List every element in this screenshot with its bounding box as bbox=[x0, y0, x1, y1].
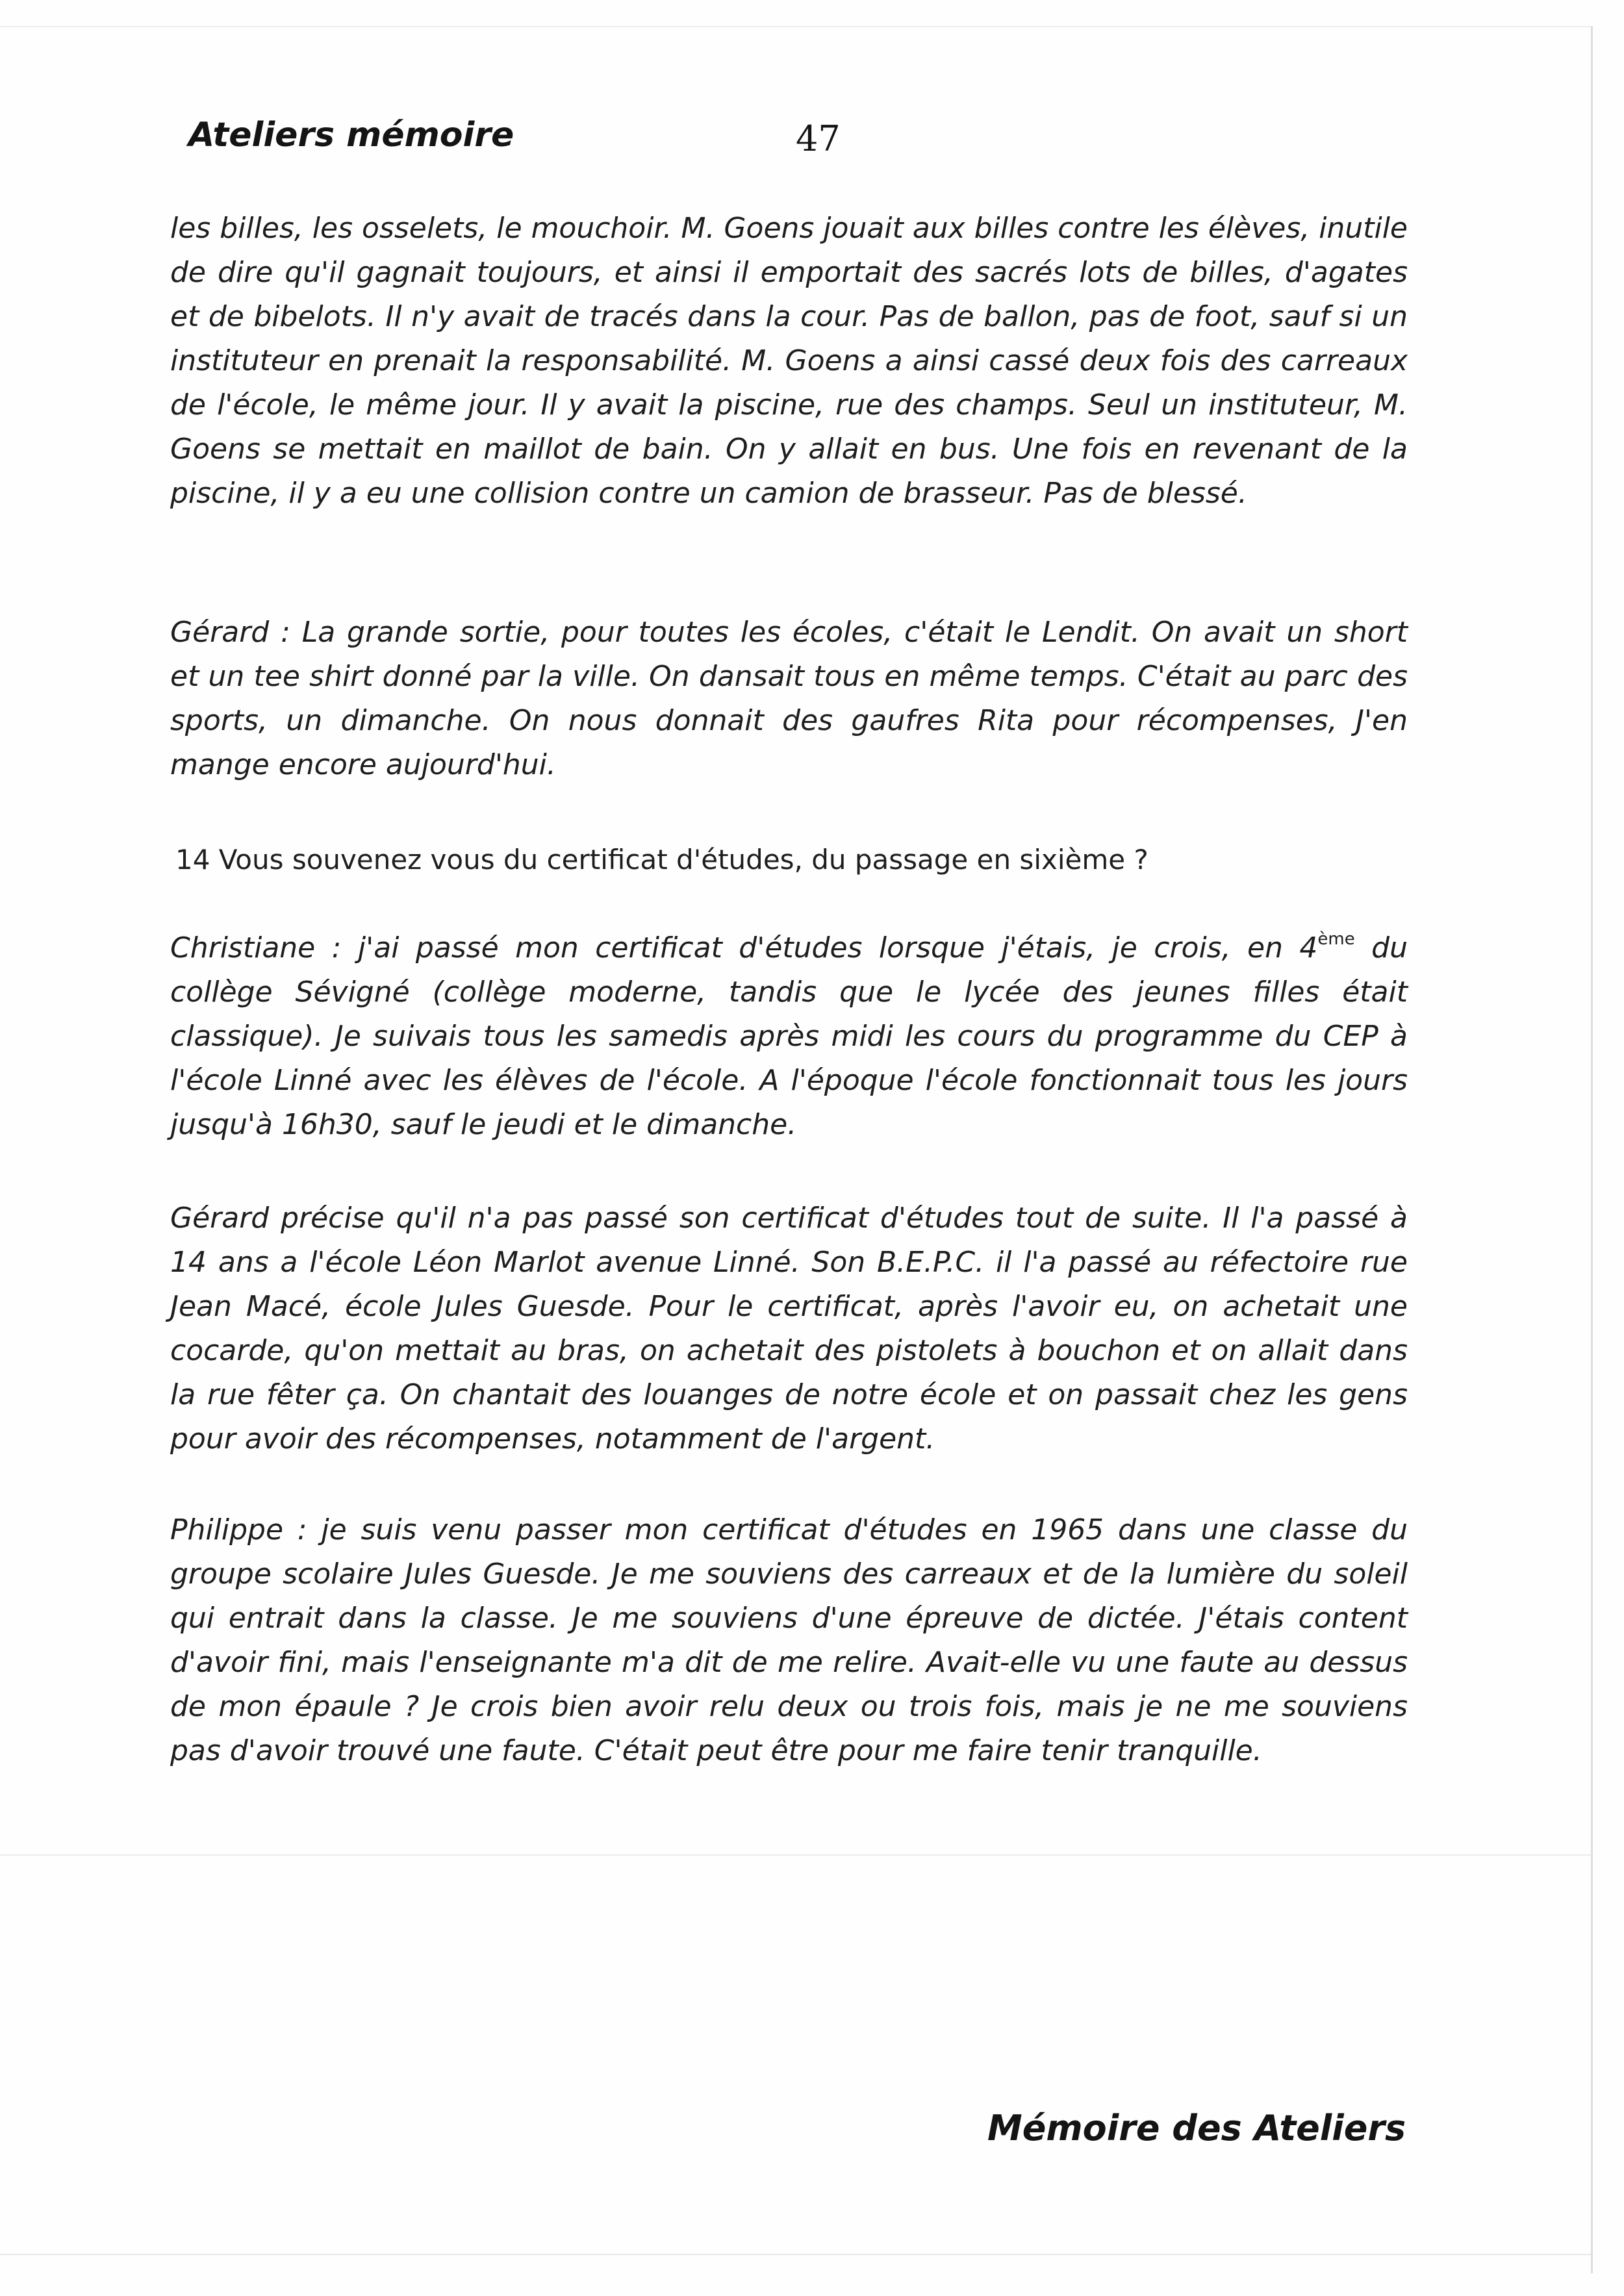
paragraph-gerard-lendit: Gérard : La grande sortie, pour toutes les écoles, c'était le Lendit. On avait un short et un tee shirt donné par la ville. On dansait tous en même temps. C'était au parc des sports, un dimanche. On nous donnait des gaufres Rita pour récompenses, J'en mange encore aujourd'hui. bbox=[170, 616, 1408, 781]
paragraph-christiane bbox=[170, 926, 1408, 1147]
page-number: 47 bbox=[796, 118, 841, 159]
paragraph-christiane-part2: du collège Sévigné (collège moderne, tandis que le lycée des jeunes filles était classique). Je suivais tous les samedis après midi les cours du programme du CEP à l'école Linné avec les élèves de l'école. A l'époque l'école fonctionnait tous les jours jusqu'à 16h30, sauf le jeudi et le dimanche. bbox=[170, 931, 1408, 1141]
superscript-eme: ème bbox=[1317, 929, 1355, 949]
scan-artifact-line bbox=[0, 1854, 1592, 1856]
scan-artifact-edge bbox=[1591, 26, 1593, 2273]
paragraph-school-games: les billes, les osselets, le mouchoir. M. Goens jouait aux billes contre les élèves, inutile de dire qu'il gagnait toujours, et ainsi il emportait des sacrés lots de billes, d'agates et de bibelots. Il n'y avait de tracés dans la cour. Pas de ballon, pas de foot, sauf si un instituteur en prenait la responsabilité. M. Goens a ainsi cassé deux fois des carreaux de l'école, le même jour. Il y avait la piscine, rue des champs. Seul un instituteur, M. Goens se mettait en maillot de bain. On y allait en bus. Une fois en revenant de la piscine, il y a eu une collision contre un camion de brasseur. Pas de blessé. bbox=[170, 212, 1408, 510]
paragraph-philippe: Philippe : je suis venu passer mon certificat d'études en 1965 dans une classe du groupe scolaire Jules Guesde. Je me souviens des carreaux et de la lumière du soleil qui entrait dans la classe. Je me souviens d'une épreuve de dictée. J'étais content d'avoir fini, mais l'enseignante m'a dit de me relire. Avait-elle vu une faute au dessus de mon épaule ? Je crois bien avoir relu deux ou trois fois, mais je ne me souviens pas d'avoir trouvé une faute. C'était peut être pour me faire tenir tranquille. bbox=[170, 1513, 1408, 1767]
footer-title: Mémoire des Ateliers bbox=[987, 2108, 1406, 2149]
paragraph-gerard-certificat: Gérard précise qu'il n'a pas passé son certificat d'études tout de suite. Il l'a passé à 14 ans a l'école Léon Marlot avenue Linné. Son B.E.P.C. il l'a passé au réfectoire rue Jean Macé, école Jules Guesde. Pour le certificat, après l'avoir eu, on achetait une cocarde, qu'on mettait au bras, on achetait des pistolets à bouchon et on allait dans la rue fêter ça. On chantait des louanges de notre école et on passait chez les gens pour avoir des récompenses, notamment de l'argent. bbox=[170, 1202, 1408, 1456]
question-14: 14 Vous souvenez vous du certificat d'études, du passage en sixième ? bbox=[175, 844, 1148, 876]
scan-artifact-line bbox=[0, 2254, 1592, 2255]
scan-artifact-line bbox=[0, 26, 1592, 27]
paragraph-christiane-part1: Christiane : j'ai passé mon certificat d'études lorsque j'étais, je crois, en 4 bbox=[170, 931, 1318, 965]
running-header-title: Ateliers mémoire bbox=[188, 116, 514, 155]
